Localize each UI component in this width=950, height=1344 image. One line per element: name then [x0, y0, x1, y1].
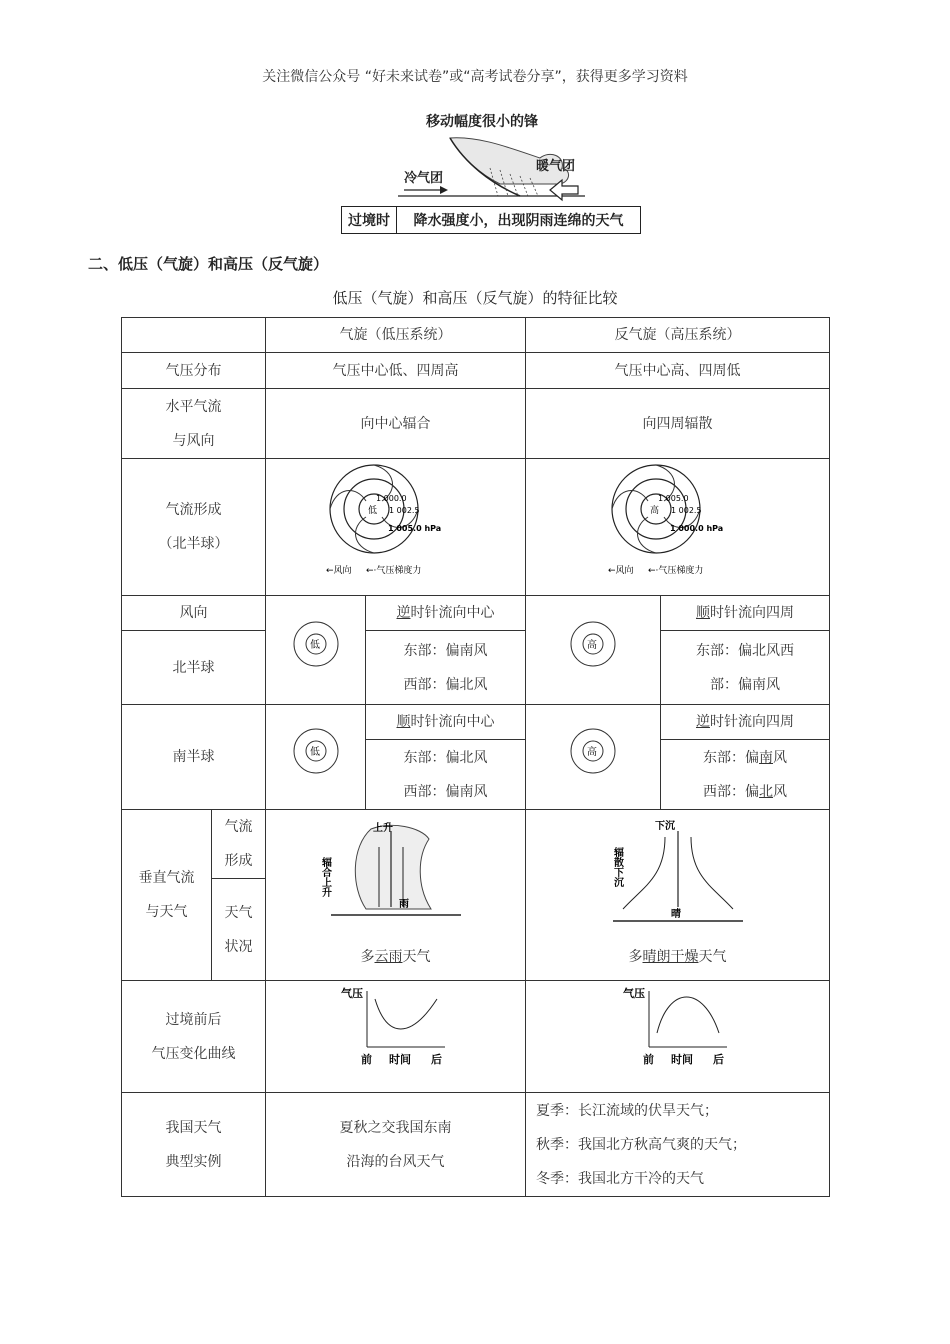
- south-anticyclone-direction: 逆时针流向四周: [661, 705, 830, 740]
- svg-text:前: 前: [360, 1053, 372, 1066]
- cyclone-horizontal: 向中心辐合: [266, 389, 526, 459]
- sinking-air-diagram: [603, 817, 753, 927]
- svg-text:←·气压梯度力: ←·气压梯度力: [365, 565, 421, 576]
- front-title: 移动幅度很小的锋: [426, 114, 538, 130]
- south-anticyclone-winds: 东部：偏南风 西部：偏北风: [661, 740, 830, 810]
- south-cyclone-glyph-cell: [266, 705, 366, 810]
- svg-text:←风向: ←风向: [325, 565, 352, 576]
- cyclone-curve-cell: [266, 981, 526, 1093]
- svg-text:气压: 气压: [340, 987, 363, 1000]
- svg-text:辐合上升: 辐合上升: [319, 856, 330, 897]
- svg-text:高: 高: [587, 746, 597, 758]
- cyclone-pressure: 气压中心低、四周高: [266, 353, 526, 389]
- svg-text:时间: 时间: [670, 1053, 693, 1066]
- table-row: [122, 459, 830, 596]
- north-cyclone-winds: 东部：偏南风 西部：偏北风: [366, 631, 526, 705]
- south-hemisphere-label: 南半球: [122, 705, 266, 810]
- warm-air-label: 暖气团: [536, 159, 576, 174]
- anticyclone-isobar-diagram: [608, 461, 748, 581]
- svg-text:气压: 气压: [622, 987, 645, 1000]
- vertical-formation-label: 气流 形成: [212, 810, 266, 879]
- cyclone-vertical-cell: 上升 辐合上升 雨 多云雨天气: [266, 810, 526, 981]
- anticyclone-curve-cell: [526, 981, 830, 1093]
- south-anticyclone-glyph-cell: [526, 705, 661, 810]
- row-label-horizontal: 水平气流 与风向: [122, 389, 266, 459]
- table-row: [122, 353, 830, 389]
- front-row-desc: 降水强度小，出现阴雨连绵的天气: [413, 213, 624, 229]
- svg-text:后: 后: [712, 1053, 724, 1066]
- vertical-state-label: 天气 状况: [212, 879, 266, 981]
- row-label-wind: 风向: [122, 596, 266, 631]
- svg-text:后: 后: [430, 1053, 442, 1066]
- row-label-formation: 气流形成 （北半球）: [122, 459, 266, 596]
- high-pressure-icon: [565, 616, 621, 672]
- cold-arrow-icon: [440, 186, 448, 194]
- svg-text:晴: 晴: [670, 908, 681, 920]
- table-row: [122, 1093, 830, 1197]
- table-row: [122, 705, 830, 740]
- low-pressure-icon: [288, 616, 344, 672]
- svg-text:下沉: 下沉: [654, 820, 675, 832]
- col-cyclone: 气旋（低压系统）: [266, 318, 526, 353]
- table-row: [122, 810, 830, 879]
- cyclone-isobar-diagram: [326, 461, 466, 581]
- pressure-peak-curve: [623, 985, 733, 1075]
- section-title: 二、低压（气旋）和高压（反气旋）: [88, 255, 329, 273]
- svg-text:低: 低: [309, 639, 320, 651]
- svg-text:←风向: ←风向: [607, 565, 634, 576]
- table-caption: 低压（气旋）和高压（反气旋）的特征比较: [332, 289, 618, 307]
- north-anticyclone-direction: 顺时针流向四周: [661, 596, 830, 631]
- svg-text:上升: 上升: [372, 822, 393, 834]
- svg-text:1 000.0: 1 000.0: [375, 493, 407, 503]
- north-cyclone-glyph-cell: [266, 596, 366, 705]
- svg-text:1 002.5: 1 002.5: [388, 505, 420, 515]
- anticyclone-vertical-cell: 下沉 辐散下沉 晴 多晴朗干燥天气: [526, 810, 830, 981]
- svg-text:前: 前: [642, 1053, 654, 1066]
- north-cyclone-direction: 逆时针流向中心: [366, 596, 526, 631]
- svg-text:←·气压梯度力: ←·气压梯度力: [647, 565, 703, 576]
- cold-air-label: 冷气团: [404, 171, 444, 186]
- north-anticyclone-glyph-cell: [526, 596, 661, 705]
- row-label-curve: 过境前后 气压变化曲线: [122, 981, 266, 1093]
- north-anticyclone-winds: 东部：偏北风西 部：偏南风: [661, 631, 830, 705]
- svg-text:辐散下沉: 辐散下沉: [611, 846, 622, 887]
- svg-text:高: 高: [649, 505, 659, 516]
- comparison-table: [121, 317, 830, 1197]
- svg-text:低: 低: [309, 746, 320, 758]
- svg-text:雨: 雨: [398, 898, 409, 910]
- col-anticyclone: 反气旋（高压系统）: [526, 318, 830, 353]
- table-row: [122, 318, 830, 353]
- svg-text:1 000.0 hPa: 1 000.0 hPa: [669, 523, 723, 533]
- svg-text:1 002.5: 1 002.5: [670, 505, 702, 515]
- table-row: [122, 389, 830, 459]
- row-label-vertical: 垂直气流 与天气: [122, 810, 212, 981]
- anticyclone-formation-cell: [526, 459, 830, 596]
- north-hemisphere-label: 北半球: [122, 631, 266, 705]
- header-notice: 关注微信公众号 “好未来试卷”或“高考试卷分享”，获得更多学习资料: [262, 69, 688, 85]
- high-pressure-icon: [565, 723, 621, 779]
- svg-text:低: 低: [367, 505, 377, 516]
- rising-air-diagram: [321, 817, 471, 927]
- svg-text:高: 高: [587, 639, 597, 651]
- row-label-example: 我国天气 典型实例: [122, 1093, 266, 1197]
- row-label-pressure: 气压分布: [122, 353, 266, 389]
- anticyclone-pressure: 气压中心高、四周低: [526, 353, 830, 389]
- cyclone-example: 夏秋之交我国东南 沿海的台风天气: [266, 1093, 526, 1197]
- south-cyclone-direction: 顺时针流向中心: [366, 705, 526, 740]
- table-row: [122, 631, 830, 705]
- table-row: [122, 596, 830, 631]
- svg-text:1 005.0 hPa: 1 005.0 hPa: [387, 523, 441, 533]
- anticyclone-horizontal: 向四周辐散: [526, 389, 830, 459]
- pressure-dip-curve: [341, 985, 451, 1075]
- front-summary-box: [341, 206, 641, 234]
- svg-text:时间: 时间: [388, 1053, 411, 1066]
- cyclone-formation-cell: [266, 459, 526, 596]
- south-cyclone-winds: 东部：偏北风 西部：偏南风: [366, 740, 526, 810]
- svg-text:1 005.0: 1 005.0: [657, 493, 689, 503]
- table-row: [122, 981, 830, 1093]
- anticyclone-example: 夏季：长江流域的伏旱天气； 秋季：我国北方秋高气爽的天气； 冬季：我国北方干冷的天气: [526, 1093, 830, 1197]
- front-row-label: 过境时: [342, 207, 397, 233]
- low-pressure-icon: [288, 723, 344, 779]
